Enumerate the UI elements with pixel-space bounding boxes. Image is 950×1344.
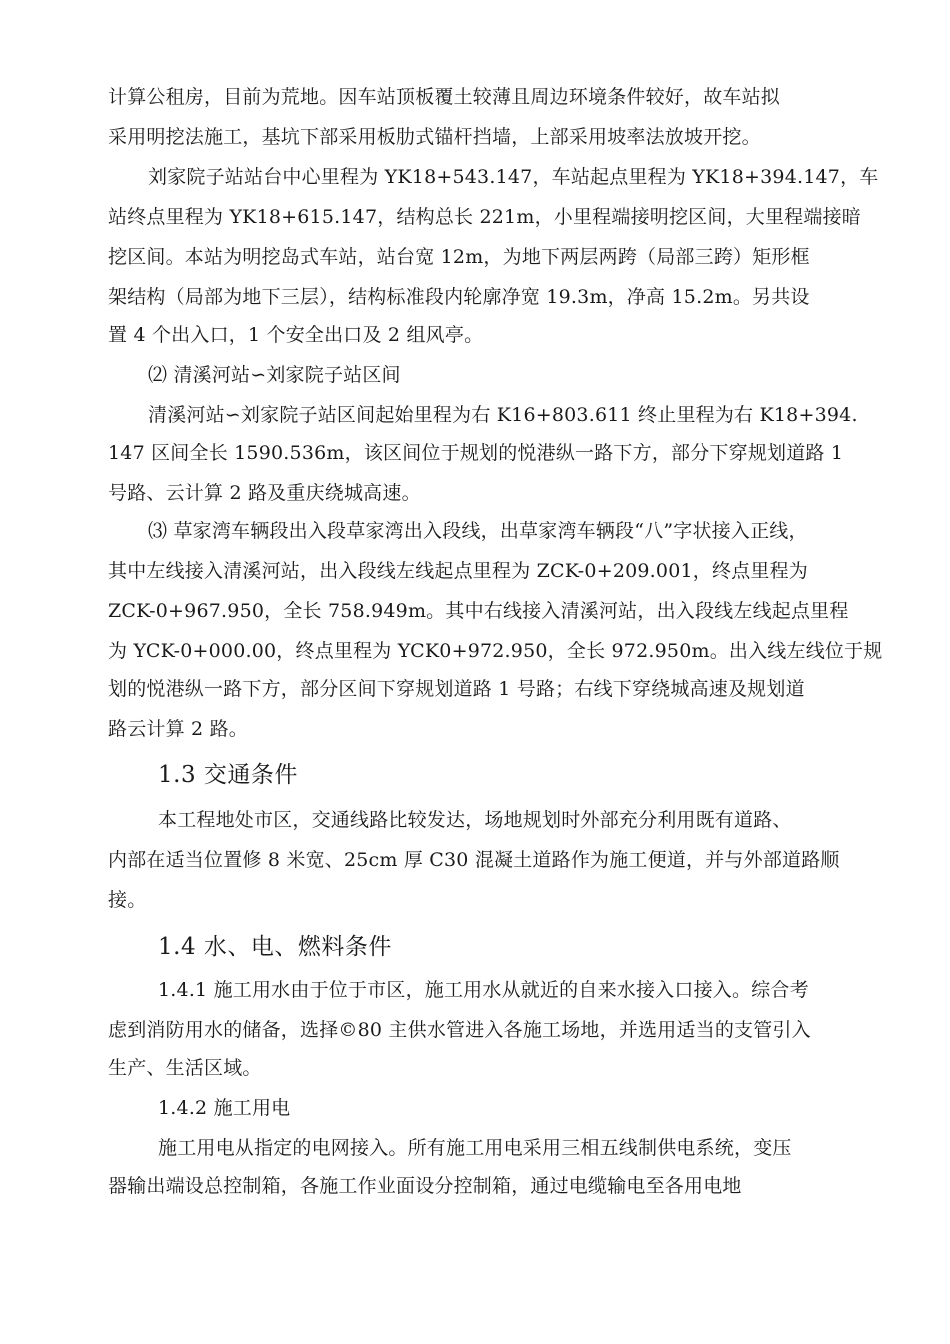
paragraph-line: 接。 [108,889,147,911]
paragraph-line: 器输出端设总控制箱，各施工作业面设分控制箱，通过电缆输电至各用电地 [108,1175,742,1197]
subsection-label: 1.4.2 施工用电 [158,1097,291,1119]
paragraph-line: 计算公租房，目前为荒地。因车站顶板覆土较薄且周边环境条件较好，故车站拟 [108,86,781,108]
section-heading: 1.3 交通条件 [158,762,298,788]
paragraph-line: ⑶ 草家湾车辆段出入段草家湾出入段线，出草家湾车辆段“八”字状接入正线， [148,520,808,542]
paragraph-line: 架结构（局部为地下三层），结构标准段内轮廓净宽 19.3m，净高 15.2m。另共设 [108,286,810,308]
paragraph-line: 刘家院子站站台中心里程为 YK18+543.147，车站起点里程为 YK18+394.147，车 [148,166,879,188]
paragraph-line: ZCK-0+967.950，全长 758.949m。其中右线接入清溪河站，出入段线左线起点里程 [108,600,849,622]
subsection-label: ⑵ 清溪河站∽刘家院子站区间 [148,364,401,386]
paragraph-line: 划的悦港纵一路下方，部分区间下穿规划道路 1 号路；右线下穿绕城高速及规划道 [108,678,805,700]
paragraph-line: 内部在适当位置修 8 米宽、25cm 厚 C30 混凝土道路作为施工便道，并与外部道路顺 [108,849,840,871]
paragraph-line: 采用明挖法施工，基坑下部采用板肋式锚杆挡墙，上部采用坡率法放坡开挖。 [108,126,761,148]
paragraph-line: 1.4.1 施工用水由于位于市区，施工用水从就近的自来水接入口接入。综合考 [158,979,809,1001]
paragraph-line: 清溪河站∽刘家院子站区间起始里程为右 K16+803.611 终止里程为右 K18+394. [148,404,858,426]
paragraph-line: 站终点里程为 YK18+615.147，结构总长 221m，小里程端接明挖区间，大里程端接暗 [108,206,861,228]
paragraph-line: 施工用电从指定的电网接入。所有施工用电采用三相五线制供电系统，变压 [158,1137,792,1159]
paragraph-line: 本工程地处市区，交通线路比较发达，场地规划时外部充分利用既有道路、 [158,809,792,831]
paragraph-line: 其中左线接入清溪河站，出入段线左线起点里程为 ZCK-0+209.001，终点里程为 [108,560,808,582]
paragraph-line: 生产、生活区域。 [108,1057,262,1079]
paragraph-line: 路云计算 2 路。 [108,718,248,740]
paragraph-line: 147 区间全长 1590.536m，该区间位于规划的悦港纵一路下方，部分下穿规划道路 1 [108,442,844,464]
paragraph-line: 挖区间。本站为明挖岛式车站，站台宽 12m，为地下两层两跨（局部三跨）矩形框 [108,246,810,268]
paragraph-line: 虑到消防用水的储备，选择©80 主供水管进入各施工场地，并选用适当的支管引入 [108,1019,811,1041]
paragraph-line: 为 YCK-0+000.00，终点里程为 YCK0+972.950，全长 972.950m。出入线左线位于规 [108,640,883,662]
paragraph-line: 置 4 个出入口，1 个安全出口及 2 组风亭。 [108,324,484,346]
paragraph-line: 号路、云计算 2 路及重庆绕城高速。 [108,482,421,504]
section-heading: 1.4 水、电、燃料条件 [158,934,392,960]
